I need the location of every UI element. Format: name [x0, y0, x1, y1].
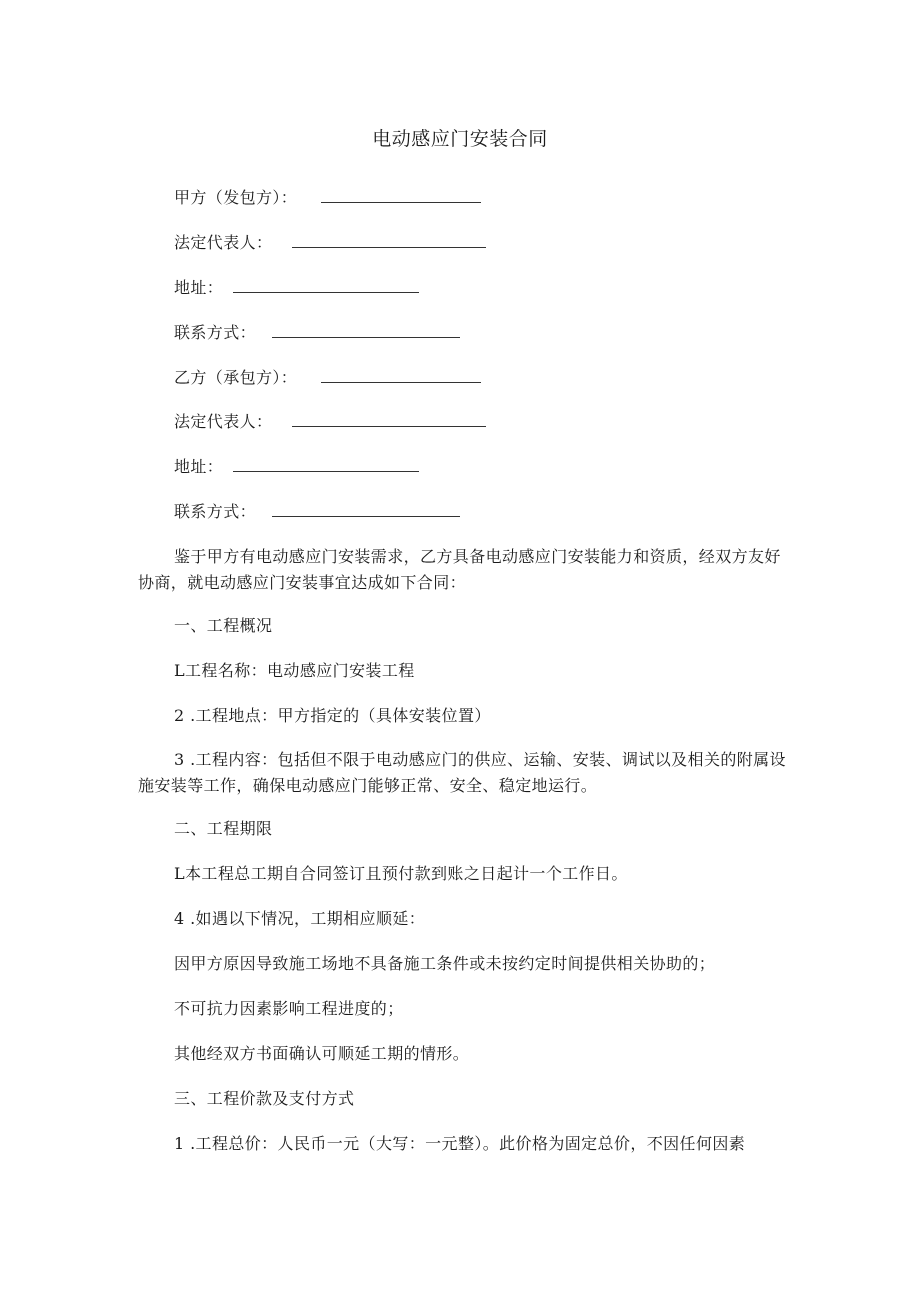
- party-b-rep-row: [174, 410, 486, 434]
- party-a-label: 甲方（发包方）：: [174, 188, 298, 207]
- party-a-address-blank: [233, 277, 419, 293]
- party-b-contact-blank: [272, 501, 460, 517]
- section-2-case-1: 因甲方原因导致施工场地不具备施工条件或未按约定时间提供相关协助的；: [174, 954, 716, 973]
- document-title: 电动感应门安装合同: [372, 128, 548, 150]
- party-a-contact-label: 联系方式：: [174, 323, 257, 342]
- party-b-contact-row: [174, 500, 460, 524]
- section-2-case-3: 其他经双方书面确认可顺延工期的情形。: [174, 1044, 470, 1063]
- party-a-contact-blank: [272, 322, 460, 338]
- section-1-item-3: 3 .工程内容：包括但不限于电动感应门的供应、运输、安装、调试以及相关的附属设施安装等工作，确保电动感应门能够正常、安全、稳定地运行。: [138, 750, 786, 795]
- section-2-heading: 二、工程期限: [174, 819, 273, 838]
- party-b-blank: [321, 367, 481, 383]
- preamble-paragraph: 鉴于甲方有电动感应门安装需求，乙方具备电动感应门安装能力和资质，经双方友好协商，就电动感应门安装事宜达成如下合同：: [138, 547, 781, 592]
- section-2-item-1: L本工程总工期自合同签订且预付款到账之日起计一个工作日。: [174, 864, 628, 883]
- party-a-blank: [321, 187, 481, 203]
- party-b-label: 乙方（承包方）：: [174, 368, 298, 387]
- section-1-item-1: L工程名称：电动感应门安装工程: [174, 661, 415, 680]
- section-2-case-2: 不可抗力因素影响工程进度的；: [174, 999, 404, 1018]
- party-a-row: [174, 186, 481, 210]
- party-a-rep-label: 法定代表人：: [174, 233, 273, 252]
- section-3-heading: 三、工程价款及支付方式: [174, 1089, 355, 1108]
- section-2-item-2: 4 .如遇以下情况，工期相应顺延：: [174, 909, 426, 928]
- party-b-contact-label: 联系方式：: [174, 502, 257, 521]
- section-1-heading: 一、工程概况: [174, 616, 273, 635]
- party-a-rep-blank: [292, 232, 486, 248]
- section-3-item-1: 1 .工程总价：人民币一元（大写：一元整）。此价格为固定总价，不因任何因素: [174, 1134, 746, 1153]
- party-b-rep-blank: [292, 411, 486, 427]
- party-a-address-row: [174, 276, 419, 300]
- party-b-row: [174, 366, 481, 390]
- section-1-item-2: 2 .工程地点：甲方指定的（具体安装位置）: [174, 706, 491, 725]
- party-b-address-label: 地址：: [174, 457, 224, 476]
- party-a-rep-row: [174, 231, 486, 255]
- party-b-rep-label: 法定代表人：: [174, 412, 273, 431]
- party-a-address-label: 地址：: [174, 278, 224, 297]
- party-a-contact-row: [174, 321, 460, 345]
- party-b-address-row: [174, 455, 419, 479]
- party-b-address-blank: [233, 456, 419, 472]
